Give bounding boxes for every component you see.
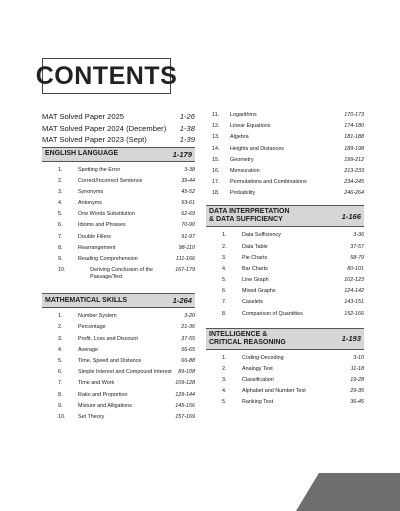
toc-row bbox=[206, 311, 364, 318]
item-label: Percentage bbox=[78, 324, 106, 331]
item-number: 7. bbox=[222, 299, 227, 306]
section-title: MATHEMATICAL SKILLS bbox=[45, 296, 128, 304]
corner-decoration bbox=[296, 473, 400, 511]
item-label: Mixed Graphs bbox=[242, 288, 276, 295]
item-pages: 109-128 bbox=[175, 380, 195, 387]
section-title bbox=[209, 208, 290, 224]
item-number: 1. bbox=[58, 313, 63, 320]
item-pages: 70-90 bbox=[181, 222, 195, 229]
reasoning-items bbox=[206, 355, 364, 407]
item-pages: 124-142 bbox=[344, 288, 364, 295]
item-pages: 66-88 bbox=[181, 357, 195, 364]
paper-row bbox=[42, 135, 195, 145]
item-number: 15. bbox=[212, 156, 220, 163]
toc-row bbox=[206, 244, 364, 251]
item-label: Data Table bbox=[242, 243, 268, 250]
toc-row bbox=[206, 157, 364, 164]
item-label: Number System bbox=[78, 313, 117, 320]
math-continued-items bbox=[206, 112, 364, 197]
page-title: CONTENTS bbox=[42, 58, 171, 94]
section-pages: 1-264 bbox=[172, 296, 192, 306]
item-number: 1. bbox=[58, 166, 63, 173]
item-pages: 11-18 bbox=[350, 365, 364, 372]
section-pages: 1-179 bbox=[172, 149, 192, 159]
item-label: Simple Interest and Compound Interest bbox=[78, 369, 172, 376]
item-label: Alphabet and Number Test bbox=[242, 388, 306, 395]
toc-row bbox=[42, 167, 195, 174]
item-label: Analogy Test bbox=[242, 365, 273, 372]
item-number: 3. bbox=[222, 377, 227, 383]
item-pages: 181-188 bbox=[344, 134, 364, 141]
item-number: 4. bbox=[58, 200, 63, 207]
toc-row bbox=[206, 277, 364, 284]
item-label: Mensuration bbox=[230, 167, 260, 174]
left-column bbox=[42, 112, 195, 425]
toc-row bbox=[42, 358, 195, 365]
item-label: Mixture and Alligations bbox=[78, 402, 132, 409]
math-items bbox=[42, 313, 195, 421]
item-number: 1. bbox=[222, 354, 227, 361]
item-number: 4. bbox=[222, 388, 227, 395]
item-pages: 3-20 bbox=[184, 313, 195, 320]
item-label: Reading Comprehension bbox=[78, 256, 138, 262]
item-label: Algebra bbox=[230, 134, 249, 141]
item-pages: 56-65 bbox=[181, 346, 195, 353]
paper-pages: 1-26 bbox=[179, 112, 195, 121]
item-number: 4. bbox=[58, 346, 63, 353]
item-number: 2. bbox=[58, 177, 63, 184]
toc-row bbox=[206, 255, 364, 262]
section-title bbox=[209, 331, 286, 347]
section-title-line: CRITICAL REASONING bbox=[209, 338, 286, 346]
item-label: Permutations and Combinations bbox=[230, 179, 307, 186]
item-pages: 80-101 bbox=[347, 265, 364, 272]
item-pages: 62-69 bbox=[181, 211, 195, 218]
toc-row bbox=[42, 324, 195, 331]
toc-row bbox=[42, 267, 195, 281]
paper-label: MAT Solved Paper 2023 (Sept) bbox=[42, 135, 147, 144]
toc-row bbox=[42, 256, 195, 263]
item-label: Time and Work bbox=[78, 380, 115, 387]
item-label: Linear Equations bbox=[230, 123, 271, 130]
section-title-line: DATA INTERPRETATION bbox=[209, 208, 290, 216]
item-pages: 39-44 bbox=[181, 177, 195, 184]
item-pages: 129-144 bbox=[175, 391, 195, 398]
item-number: 9. bbox=[58, 402, 63, 409]
toc-row bbox=[42, 211, 195, 218]
toc-row bbox=[206, 377, 364, 384]
toc-row bbox=[206, 232, 364, 239]
item-pages: 174-180 bbox=[344, 123, 364, 130]
item-number: 2. bbox=[58, 324, 63, 331]
item-number: 6. bbox=[222, 288, 227, 295]
data-section-heading bbox=[206, 205, 364, 227]
item-pages: 58-79 bbox=[350, 254, 364, 261]
item-pages: 37-55 bbox=[181, 335, 195, 342]
data-items bbox=[206, 232, 364, 317]
item-number: 3. bbox=[58, 335, 63, 342]
item-number: 5. bbox=[222, 399, 227, 406]
toc-row bbox=[42, 222, 195, 229]
toc-row bbox=[42, 200, 195, 207]
item-pages: 36-45 bbox=[350, 399, 364, 406]
item-label: Antonyms bbox=[78, 200, 102, 207]
item-number: 5. bbox=[58, 211, 63, 218]
item-label: Spotting the Error bbox=[78, 166, 121, 173]
section-title-line: & DATA SUFFICIENCY bbox=[209, 216, 283, 224]
toc-row bbox=[206, 112, 364, 119]
item-label: Classification bbox=[242, 377, 274, 383]
item-pages: 29-35 bbox=[350, 388, 364, 395]
toc-row bbox=[42, 414, 195, 421]
item-label: Time, Speed and Distance bbox=[78, 357, 142, 364]
item-label: One Words Substitution bbox=[78, 211, 135, 218]
right-column bbox=[206, 112, 364, 411]
toc-row bbox=[42, 369, 195, 376]
toc-row bbox=[42, 403, 195, 410]
toc-row bbox=[206, 266, 364, 273]
item-number: 6. bbox=[58, 369, 63, 376]
item-label: Ranking Test bbox=[242, 399, 274, 406]
item-number: 5. bbox=[58, 357, 63, 364]
item-label: Pie Charts bbox=[242, 254, 268, 261]
item-pages: 89-108 bbox=[178, 369, 195, 376]
item-pages: 167-179 bbox=[175, 267, 195, 274]
item-label: Heights and Distances bbox=[230, 145, 284, 152]
item-pages: 157-169 bbox=[175, 413, 195, 420]
item-label: Double Fillers bbox=[78, 233, 111, 240]
item-number: 2. bbox=[222, 365, 227, 372]
item-label: Bar Charts bbox=[242, 265, 268, 272]
item-number: 10. bbox=[58, 413, 66, 420]
item-pages: 111-166 bbox=[176, 256, 195, 262]
english-items bbox=[42, 167, 195, 282]
toc-row bbox=[42, 336, 195, 343]
item-pages: 234-245 bbox=[344, 179, 364, 186]
toc-row bbox=[42, 189, 195, 196]
item-number: 2. bbox=[222, 243, 227, 250]
item-pages: 143-151 bbox=[344, 299, 364, 306]
item-label: Coding-Decoding bbox=[242, 354, 284, 361]
item-pages: 3-38 bbox=[184, 166, 195, 173]
toc-row bbox=[206, 134, 364, 141]
item-pages: 152-166 bbox=[344, 310, 364, 317]
item-number: 12. bbox=[212, 123, 220, 130]
item-label: Idioms and Phrases bbox=[78, 222, 126, 229]
item-pages: 19-28 bbox=[350, 377, 364, 383]
item-number: 13. bbox=[212, 134, 220, 141]
toc-row bbox=[42, 178, 195, 185]
paper-label: MAT Solved Paper 2025 bbox=[42, 112, 125, 121]
toc-row bbox=[42, 234, 195, 241]
item-pages: 246-264 bbox=[344, 190, 364, 197]
item-label: Average bbox=[78, 346, 98, 353]
toc-row bbox=[42, 245, 195, 252]
item-number: 10. bbox=[58, 267, 66, 274]
item-label: Rearrangement bbox=[78, 244, 116, 251]
item-pages: 199-212 bbox=[344, 156, 364, 163]
math-section-heading bbox=[42, 293, 195, 308]
item-pages: 170-173 bbox=[344, 112, 364, 118]
item-label: Ratio and Proportion bbox=[78, 391, 128, 398]
toc-row bbox=[206, 168, 364, 175]
toc-row bbox=[206, 366, 364, 373]
item-number: 8. bbox=[58, 244, 63, 251]
item-number: 4. bbox=[222, 265, 227, 272]
item-number: 6. bbox=[58, 222, 63, 229]
item-label: Deriving Conclusion of the Passage/Text bbox=[90, 267, 154, 281]
item-label: Set Theory bbox=[78, 413, 105, 420]
item-label: Synonyms bbox=[78, 188, 104, 195]
item-number: 17. bbox=[212, 179, 220, 186]
item-number: 3. bbox=[222, 254, 227, 261]
reasoning-section-heading bbox=[206, 328, 364, 350]
item-number: 3. bbox=[58, 188, 63, 195]
item-pages: 53-61 bbox=[181, 200, 195, 207]
item-number: 11. bbox=[212, 112, 220, 118]
item-label: Data Sufficiency bbox=[242, 232, 281, 239]
toc-row bbox=[206, 179, 364, 186]
toc-row bbox=[42, 380, 195, 387]
toc-row bbox=[206, 146, 364, 153]
papers-list bbox=[42, 112, 195, 145]
item-number: 5. bbox=[222, 277, 227, 284]
item-label: Caselets bbox=[242, 299, 263, 306]
paper-pages: 1-39 bbox=[179, 135, 195, 144]
item-pages: 21-36 bbox=[181, 324, 195, 331]
item-pages: 3-36 bbox=[353, 232, 364, 239]
toc-row bbox=[206, 399, 364, 406]
toc-row bbox=[42, 313, 195, 320]
toc-row bbox=[206, 190, 364, 197]
toc-row bbox=[206, 355, 364, 362]
item-label: Comparison of Quantities bbox=[242, 310, 303, 317]
paper-pages: 1-38 bbox=[179, 123, 195, 133]
item-pages: 102-123 bbox=[344, 277, 364, 284]
item-number: 18. bbox=[212, 190, 220, 197]
item-number: 7. bbox=[58, 380, 63, 387]
item-number: 1. bbox=[222, 232, 227, 239]
toc-row bbox=[42, 392, 195, 399]
item-label: Logarithms bbox=[230, 112, 257, 118]
toc-row bbox=[206, 123, 364, 130]
item-pages: 37-57 bbox=[350, 243, 364, 250]
section-pages: 1-193 bbox=[341, 334, 361, 344]
item-pages: 91-97 bbox=[181, 233, 195, 240]
item-pages: 3-10 bbox=[353, 354, 364, 361]
item-pages: 45-52 bbox=[181, 188, 195, 195]
paper-row bbox=[42, 124, 195, 134]
item-number: 8. bbox=[58, 391, 63, 398]
item-label: Profit, Loss and Discount bbox=[78, 335, 138, 342]
item-pages: 189-198 bbox=[344, 145, 364, 152]
item-number: 8. bbox=[222, 310, 227, 317]
item-number: 7. bbox=[58, 233, 63, 240]
toc-row bbox=[206, 388, 364, 395]
section-title-line: INTELLIGENCE & bbox=[209, 330, 268, 338]
item-label: Probability bbox=[230, 190, 256, 197]
item-pages: 145-156 bbox=[175, 402, 195, 409]
item-number: 14. bbox=[212, 145, 220, 152]
item-label: Correct/Incorrect Sentence bbox=[78, 177, 143, 184]
english-section-heading bbox=[42, 147, 195, 162]
item-pages: 213-233 bbox=[344, 167, 364, 174]
item-label: Line Graph bbox=[242, 277, 269, 284]
item-label: Geometry bbox=[230, 156, 254, 163]
toc-row bbox=[206, 288, 364, 295]
item-number: 16. bbox=[212, 167, 220, 174]
toc-row bbox=[42, 347, 195, 354]
paper-label: MAT Solved Paper 2024 (December) bbox=[42, 123, 167, 133]
section-title: ENGLISH LANGUAGE bbox=[45, 150, 119, 157]
paper-row bbox=[42, 112, 195, 122]
section-pages: 1-166 bbox=[341, 211, 361, 221]
item-number: 9. bbox=[58, 256, 63, 262]
item-pages: 98-110 bbox=[178, 244, 195, 251]
toc-row bbox=[206, 299, 364, 306]
